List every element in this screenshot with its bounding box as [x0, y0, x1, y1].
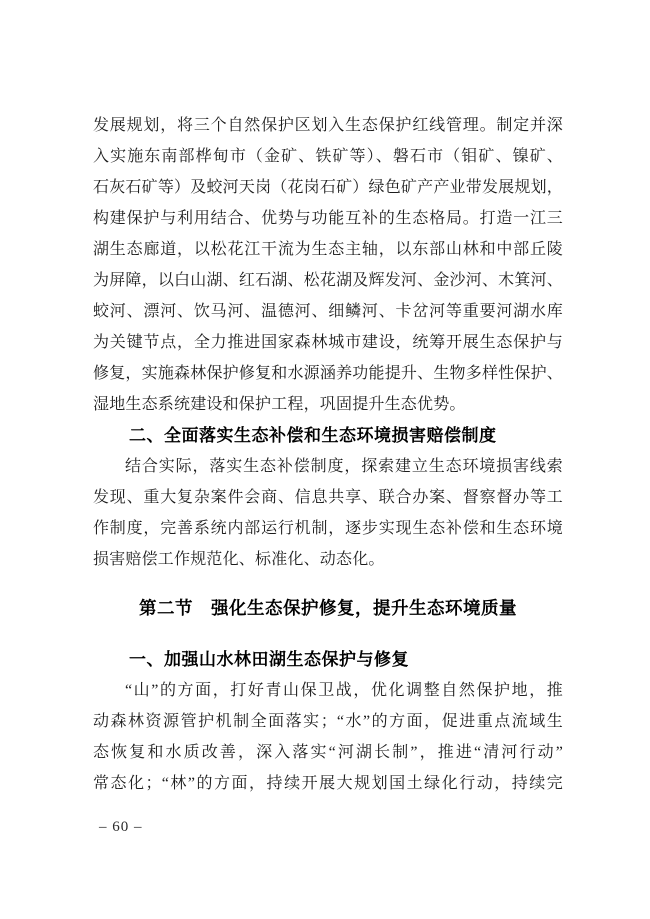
text-line: 湿地生态系统建设和保护工程，巩固提升生态优势。: [93, 396, 466, 413]
text-line: 动森林资源管护机制全面落实；“水”的方面，促进重点流域生: [93, 713, 563, 730]
text-line: 损害赔偿工作规范化、标准化、动态化。: [93, 551, 385, 568]
text-line: 石灰石矿等）及蛟河天岗（花岗石矿）绿色矿产产业带发展规划，: [93, 179, 563, 196]
subheading-item-2: 二、全面落实生态补偿和生态环境损害赔偿制度: [129, 426, 497, 445]
page-number: – 60 –: [99, 819, 143, 835]
text-line: 修复，实施森林保护修复和水源涵养功能提升、生物多样性保护、: [93, 365, 563, 382]
body-text: [93, 110, 563, 799]
text-line: 入实施东南部桦甸市（金矿、铁矿等）、磐石市（钼矿、镍矿、: [93, 148, 563, 165]
paragraph-3: [93, 675, 563, 799]
text-line: 为屏障，以白山湖、红石湖、松花湖及辉发河、金沙河、木箕河、: [93, 272, 563, 289]
text-line: 结合实际，落实生态补偿制度，探索建立生态环境损害线索: [125, 458, 563, 475]
text-line: 蛟河、漂河、饮马河、温德河、细鳞河、卡岔河等重要河湖水库: [93, 303, 563, 320]
subheading-item-1: 一、加强山水林田湖生态保护与修复: [129, 650, 409, 669]
paragraph-2: [93, 451, 563, 575]
text-line: 态恢复和水质改善，深入落实“河湖长制”，推进“清河行动”: [93, 744, 563, 761]
section-heading: 第二节 强化生态保护修复，提升生态环境质量: [139, 598, 517, 618]
text-line: 为关键节点，全力推进国家森林城市建设，统筹开展生态保护与: [93, 334, 563, 351]
text-line: “山”的方面，打好青山保卫战，优化调整自然保护地，推: [125, 682, 563, 699]
paragraph-1: [93, 110, 563, 420]
text-line: 湖生态廊道，以松花江干流为生态主轴，以东部山林和中部丘陵: [93, 241, 563, 258]
text-line: 发展规划，将三个自然保护区划入生态保护红线管理。制定并深: [93, 117, 563, 134]
text-line: 作制度，完善系统内部运行机制，逐步实现生态补偿和生态环境: [93, 520, 563, 537]
text-line: 发现、重大复杂案件会商、信息共享、联合办案、督察督办等工: [93, 489, 563, 506]
text-line: 构建保护与利用结合、优势与功能互补的生态格局。打造一江三: [93, 210, 563, 227]
text-line: 常态化；“林”的方面，持续开展大规划国土绿化行动，持续完: [93, 775, 563, 792]
